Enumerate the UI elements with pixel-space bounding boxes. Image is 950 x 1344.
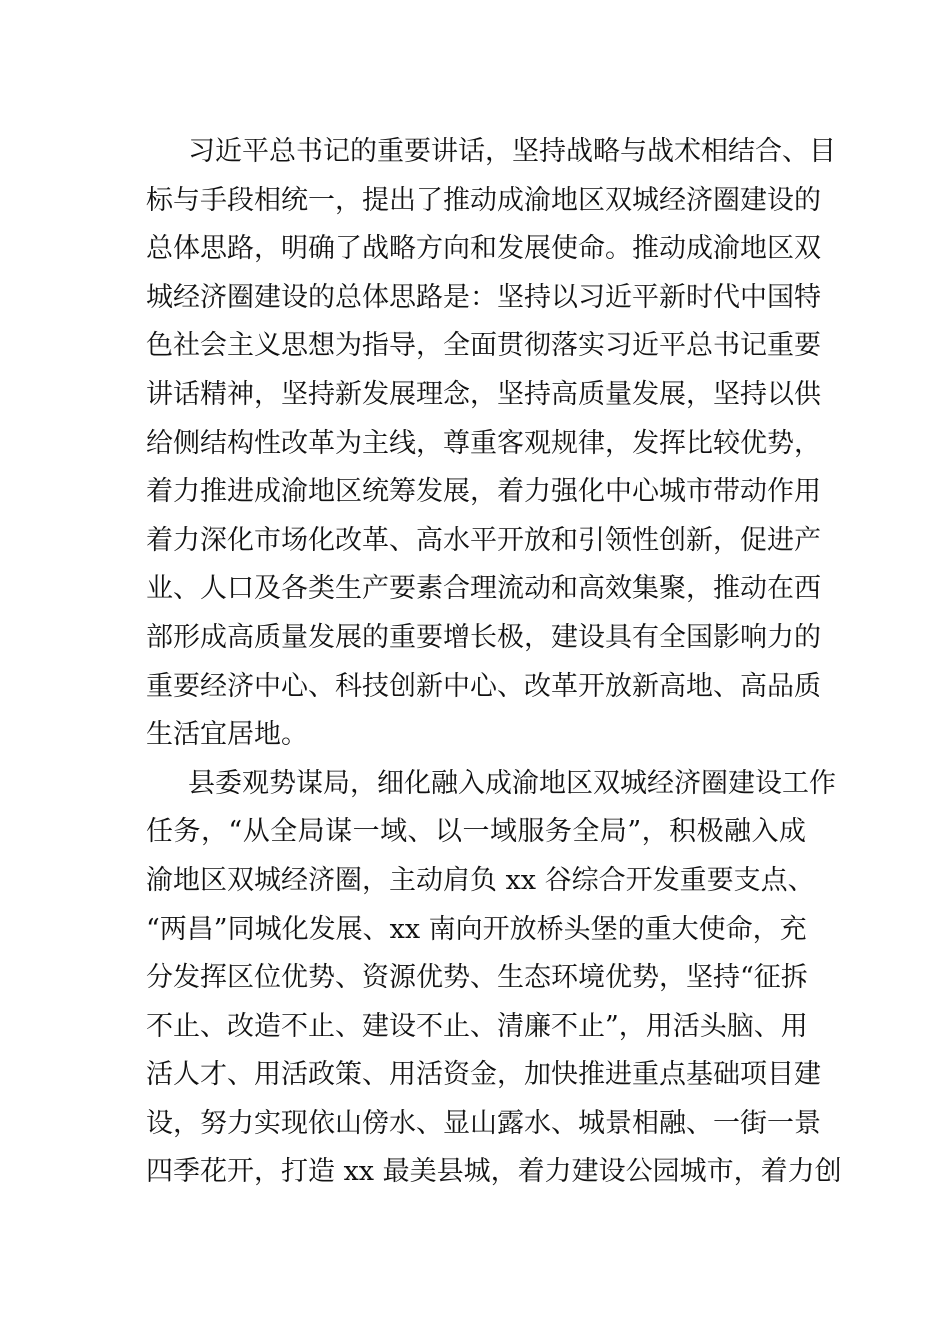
text-line: 重要经济中心、科技创新中心、改革开放新高地、高品质 <box>146 670 821 702</box>
text-line: 习近平总书记的重要讲话，坚持战略与战术相结合、目 <box>188 136 836 167</box>
text-line: 活人才、用活政策、用活资金，加快推进重点基础项目建 <box>146 1059 821 1091</box>
text-line: 给侧结构性改革为主线，尊重客观规律，发挥比较优势， <box>146 427 821 459</box>
text-line: 色社会主义思想为指导，全面贯彻落实习近平总书记重要 <box>146 330 821 362</box>
text-line: 四季花开，打造 xx 最美县城，着力建设公园城市，着力创 <box>146 1156 842 1188</box>
text-line: 城经济圈建设的总体思路是：坚持以习近平新时代中国特 <box>146 281 821 313</box>
paragraph-1 <box>146 128 836 760</box>
text-line: 着力深化市场化改革、高水平开放和引领性创新，促进产 <box>146 524 821 556</box>
text-line: “两昌”同城化发展、xx 南向开放桥头堡的重大使命，充 <box>146 913 807 945</box>
text-line: 讲话精神，坚持新发展理念，坚持高质量发展，坚持以供 <box>146 378 821 410</box>
text-line: 标与手段相统一，提出了推动成渝地区双城经济圈建设的 <box>146 184 821 216</box>
text-line: 总体思路，明确了战略方向和发展使命。推动成渝地区双 <box>146 233 821 265</box>
text-line: 业、人口及各类生产要素合理流动和高效集聚，推动在西 <box>146 573 821 605</box>
text-line: 任务，“从全局谋一域、以一域服务全局”，积极融入成 <box>146 816 806 848</box>
text-line: 分发挥区位优势、资源优势、生态环境优势，坚持“征拆 <box>146 962 808 994</box>
text-line: 设，努力实现依山傍水、显山露水、城景相融、一街一景 <box>146 1107 821 1139</box>
body-text <box>146 128 842 1197</box>
text-line: 部形成高质量发展的重要增长极，建设具有全国影响力的 <box>146 621 821 653</box>
text-line: 生活宜居地。 <box>146 719 308 751</box>
paragraph-2 <box>146 760 842 1197</box>
text-line: 渝地区双城经济圈，主动肩负 xx 谷综合开发重要支点、 <box>146 864 815 896</box>
text-line: 着力推进成渝地区统筹发展，着力强化中心城市带动作用 <box>146 476 821 508</box>
text-line: 不止、改造不止、建设不止、清廉不止”，用活头脑、用 <box>146 1010 808 1042</box>
text-line: 县委观势谋局，细化融入成渝地区双城经济圈建设工作 <box>188 767 836 799</box>
